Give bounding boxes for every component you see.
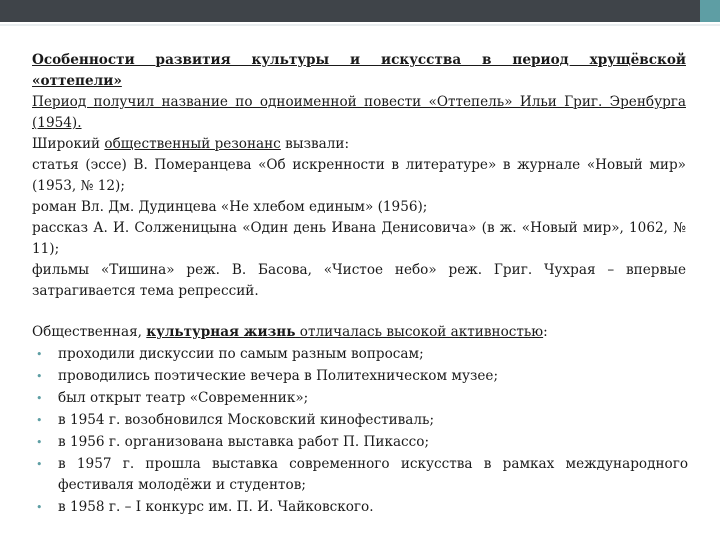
section-title-line2: «оттепели»: [32, 73, 122, 89]
work-item-article: статья (эссе) В. Померанцева «Об искренности в литературе» в журнале «Новый мир» (1953, № 12);: [32, 157, 686, 194]
header-accent-band: [700, 0, 720, 22]
list-item-text: проходили дискуссии по самым разным вопросам;: [58, 346, 424, 362]
intro-suffix: :: [543, 324, 548, 340]
list-item: [32, 388, 688, 409]
resonance-underlined: общественный резонанс: [104, 136, 281, 152]
section-title-line1: Особенности развития культуры и искусства в период хрущёвской: [32, 52, 686, 68]
bullet-icon: •: [36, 436, 43, 449]
intro-mid: отличалась высокой активностью: [295, 324, 544, 340]
cultural-life-intro: [32, 322, 688, 343]
bullet-icon: •: [36, 458, 43, 471]
list-item-text: был открыт театр «Современник»;: [58, 390, 309, 406]
events-list: [32, 344, 688, 518]
intro-bold: культурная жизнь: [146, 324, 296, 340]
list-item-text: в 1958 г. – I конкурс им. П. И. Чайковского.: [58, 499, 374, 515]
list-item-text: в 1957 г. прошла выставка современного искусства в рамках международного фестиваля молодёжи и студентов;: [58, 456, 688, 493]
list-item-text: в 1956 г. организована выставка работ П. Пикассо;: [58, 434, 430, 450]
work-item-novel: роман Вл. Дм. Дудинцева «Не хлебом единым» (1956);: [32, 199, 428, 215]
work-item-story: рассказ А. И. Солженицына «Один день Ивана Денисовича» (в ж. «Новый мир», 1062, № 11);: [32, 220, 686, 257]
bullet-icon: •: [36, 348, 43, 361]
list-item-text: в 1954 г. возобновился Московский кинофестиваль;: [58, 412, 435, 428]
origin-text: Период получил название по одноименной повести «Оттепель» Ильи Григ. Эренбурга (1954).: [32, 94, 686, 131]
bullet-icon: •: [36, 501, 43, 514]
list-item: [32, 497, 688, 518]
list-item: [32, 344, 688, 365]
list-item: [32, 454, 688, 496]
bullet-icon: •: [36, 370, 43, 383]
list-item-text: проводились поэтические вечера в Политехническом музее;: [58, 368, 499, 384]
list-item: [32, 410, 688, 431]
bullet-icon: •: [36, 392, 43, 405]
header-dark-band: [0, 0, 700, 22]
intro-prefix: Общественная,: [32, 324, 147, 340]
list-item: [32, 432, 688, 453]
section-thaw-intro: [32, 50, 686, 302]
work-item-films: фильмы «Тишина» реж. В. Басова, «Чистое небо» реж. Григ. Чухрая – впервые затрагивается тема репрессий.: [32, 262, 686, 299]
header-bar: [0, 0, 720, 22]
resonance-suffix: вызвали:: [280, 136, 350, 152]
resonance-prefix: Широкий: [32, 136, 105, 152]
resonance-line: [32, 134, 686, 155]
bullet-icon: •: [36, 414, 43, 427]
list-item: [32, 366, 688, 387]
header-divider: [0, 24, 720, 26]
section-cultural-life: [32, 322, 688, 518]
